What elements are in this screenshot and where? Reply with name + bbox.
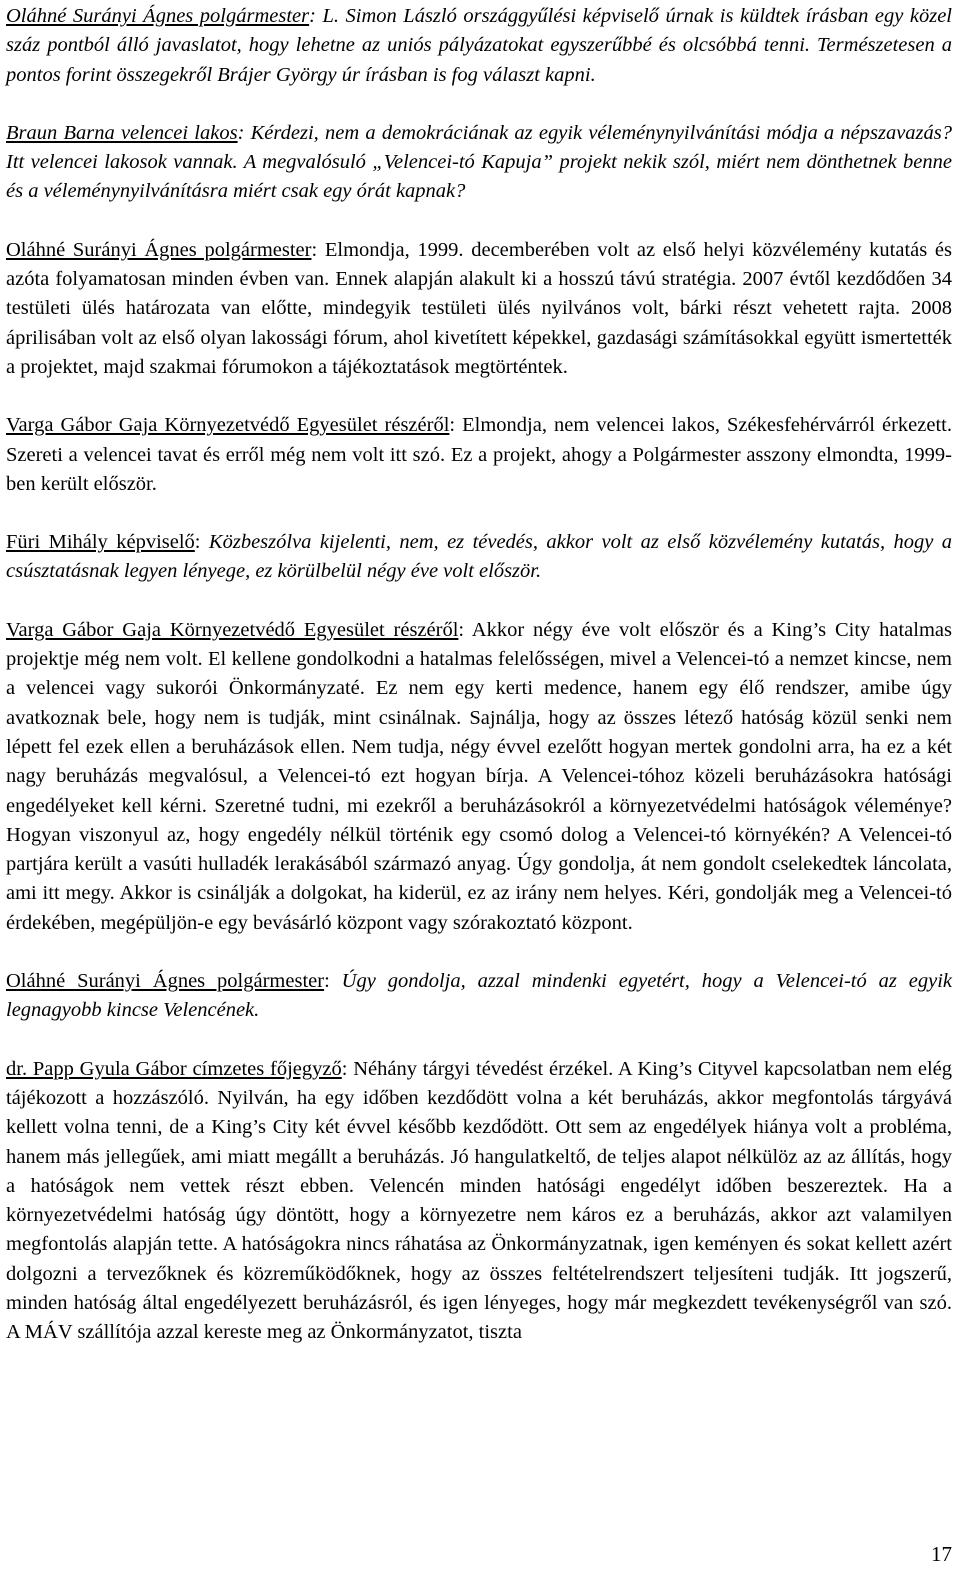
- speaker-name: Varga Gábor Gaja Környezetvédő Egyesület részéről: [6, 414, 450, 437]
- speaker-name: Oláhné Surányi Ágnes polgármester: [6, 5, 310, 27]
- paragraph-text: L. Simon László országgyűlési képviselő úrnak is küldtek írásban egy közel száz pontból álló javaslatot, hogy lehetne az uniós pályázatokat egyszerűbbé és olcsóbbá tenni. Természetesen a pontos forint összegekről Brájer György úr írásban is fog választ kapni.: [6, 5, 952, 86]
- speaker-colon: :: [449, 414, 456, 437]
- speaker-name: Varga Gábor Gaja Környezetvédő Egyesület részéről: [6, 618, 459, 641]
- paragraph-4: [6, 411, 952, 499]
- speaker-colon: :: [341, 1057, 348, 1080]
- paragraph-text: Akkor négy éve volt először és a King’s City hatalmas projektje még nem volt. El kellene gondolkodni a hatalmas felelősségen, mivel a Velencei-tó a nemzet kincse, nem a velencei vagy sukorói Önkormányzaté. Ez nem egy kerti medence, hanem egy élő rendszer, amibe úgy avatkoznak bele, hogy nem is tudják, mint csinálnak. Sajnálja, hogy az összes létező hatóság közül senki nem lépett fel ezek ellen a beruházások ellen. Nem tudja, négy évvel ezelőtt hogyan mertek gondolni arra, ha ez a két nagy beruházás megvalósul, a Velencei-tó ezt hogyan bírja. A Velencei-tóhoz közeli beruházásokra hatósági engedélyeket kell kérni. Szeretné tudni, mi ezekről a beruházásokról a környezetvédelmi hatóságok véleménye? Hogyan viszonyul az, hogy engedély nélkül történik egy csomó dolog a Velencei-tó környékén? A Velencei-tó partjára került a vasúti hulladék lerakásából származó anyag. Úgy gondolja, át nem gondolt cselekedtek láncolata, ami itt megy. Akkor is csinálják a dolgokat, ha kiderül, ez az irány nem helyes. Kéri, gondolják meg a Velencei-tó érdekében, megépüljön-e egy bevásárló központ vagy szórakoztató központ.: [6, 618, 952, 934]
- paragraph-5: [6, 528, 952, 587]
- paragraph-text: Közbeszólva kijelenti, nem, ez tévedés, akkor volt az első közvélemény kutatás, hogy a csúsztatásnak legyen lényege, ez körülbelül négy éve volt először.: [6, 531, 952, 583]
- speaker-colon: :: [324, 970, 330, 993]
- speaker-colon: :: [458, 618, 465, 641]
- paragraph-text: Néhány tárgyi tévedést érzékel. A King’s Cityvel kapcsolatban nem elég tájékozott a hozzászóló. Nyilván, ha egy időben kezdődött volna a két beruházás, akkor megfontolás tárgyává kellett volna tenni, de a King’s City két évvel később kezdődött. Ott sem az engedélyek hiánya volt a probléma, hanem más jellegűek, ami miatt megállt a beruházás. Jó hangulatkeltő, de teljes alapot nélkülöz az az állítás, hogy a hatóságok nem vettek részt ebben. Velencén minden hatósági engedélyt időben beszereztek. Ha a környezetvédelmi hatóság úgy döntött, hogy a környezetre nem káros ez a beruházás, akkor azt valamilyen megfontolás alapján tette. A hatóságokra nincs ráhatása az Önkormányzatnak, igen keményen és sokat kellett azért dolgozni a tervezőknek és közreműködőknek, hogy az összes feltételrendszert teljesíteni tudják. Itt jogszerű, minden hatóság által engedélyezett beruházásról, és igen lényeges, hogy már megkezdett tevékenységről van szó. A MÁV szállítója azzal kereste meg az Önkormányzatot, tiszta: [6, 1057, 952, 1344]
- speaker-colon: :: [194, 531, 201, 554]
- speaker-name: Oláhné Surányi Ágnes polgármester: [6, 238, 312, 261]
- speaker-colon: :: [311, 238, 318, 261]
- paragraph-6: [6, 616, 952, 938]
- speaker-name: Braun Barna velencei lakos: [6, 121, 238, 144]
- speaker-name: dr. Papp Gyula Gábor címzetes főjegyző: [6, 1057, 342, 1080]
- paragraph-1: [6, 2, 952, 90]
- paragraph-text: Úgy gondolja, azzal mindenki egyetért, hogy a Velencei-tó az egyik legnagyobb kincse Velencének.: [6, 970, 953, 1022]
- page-number: 17: [931, 1542, 952, 1566]
- paragraph-text: Elmondja, 1999. decemberében volt az első helyi közvélemény kutatás és azóta folyamatosan minden évben van. Ennek alapján alakult ki a hosszú távú stratégia. 2007 évtől kezdődően 34 testületi ülés határozata van előtte, mindegyik testületi ülés nyilvános volt, bárki részt vehetett rajta. 2008 áprilisában volt az első olyan lakossági fórum, ahol kivetített képekkel, gazdasági számításokkal együtt ismertették a projektet, majd szakmai fórumokon a tájékoztatások megtörténtek.: [6, 238, 952, 378]
- paragraph-8: [6, 1055, 952, 1348]
- speaker-name: Füri Mihály képviselő: [6, 531, 195, 554]
- paragraph-2: [6, 119, 952, 207]
- paragraph-7: [6, 967, 952, 1026]
- speaker-colon: :: [309, 5, 316, 27]
- speaker-colon: :: [237, 121, 245, 144]
- paragraph-3: [6, 236, 952, 382]
- paragraph-text: Kérdezi, nem a demokráciának az egyik véleménynyilvánítási módja a népszavazás? Itt velencei lakosok vannak. A megvalósuló „Velencei-tó Kapuja” projekt nekik szól, miért nem dönthetnek benne és a véleménynyilvánításra miért csak egy órát kapnak?: [6, 121, 952, 203]
- document-page: [6, 2, 952, 1377]
- paragraph-text: Elmondja, nem velencei lakos, Székesfehérvárról érkezett. Szereti a velencei tavat és erről még nem volt itt szó. Ez a projekt, ahogy a Polgármester asszony elmondta, 1999-ben került először.: [6, 414, 952, 495]
- speaker-name: Oláhné Surányi Ágnes polgármester: [6, 970, 325, 993]
